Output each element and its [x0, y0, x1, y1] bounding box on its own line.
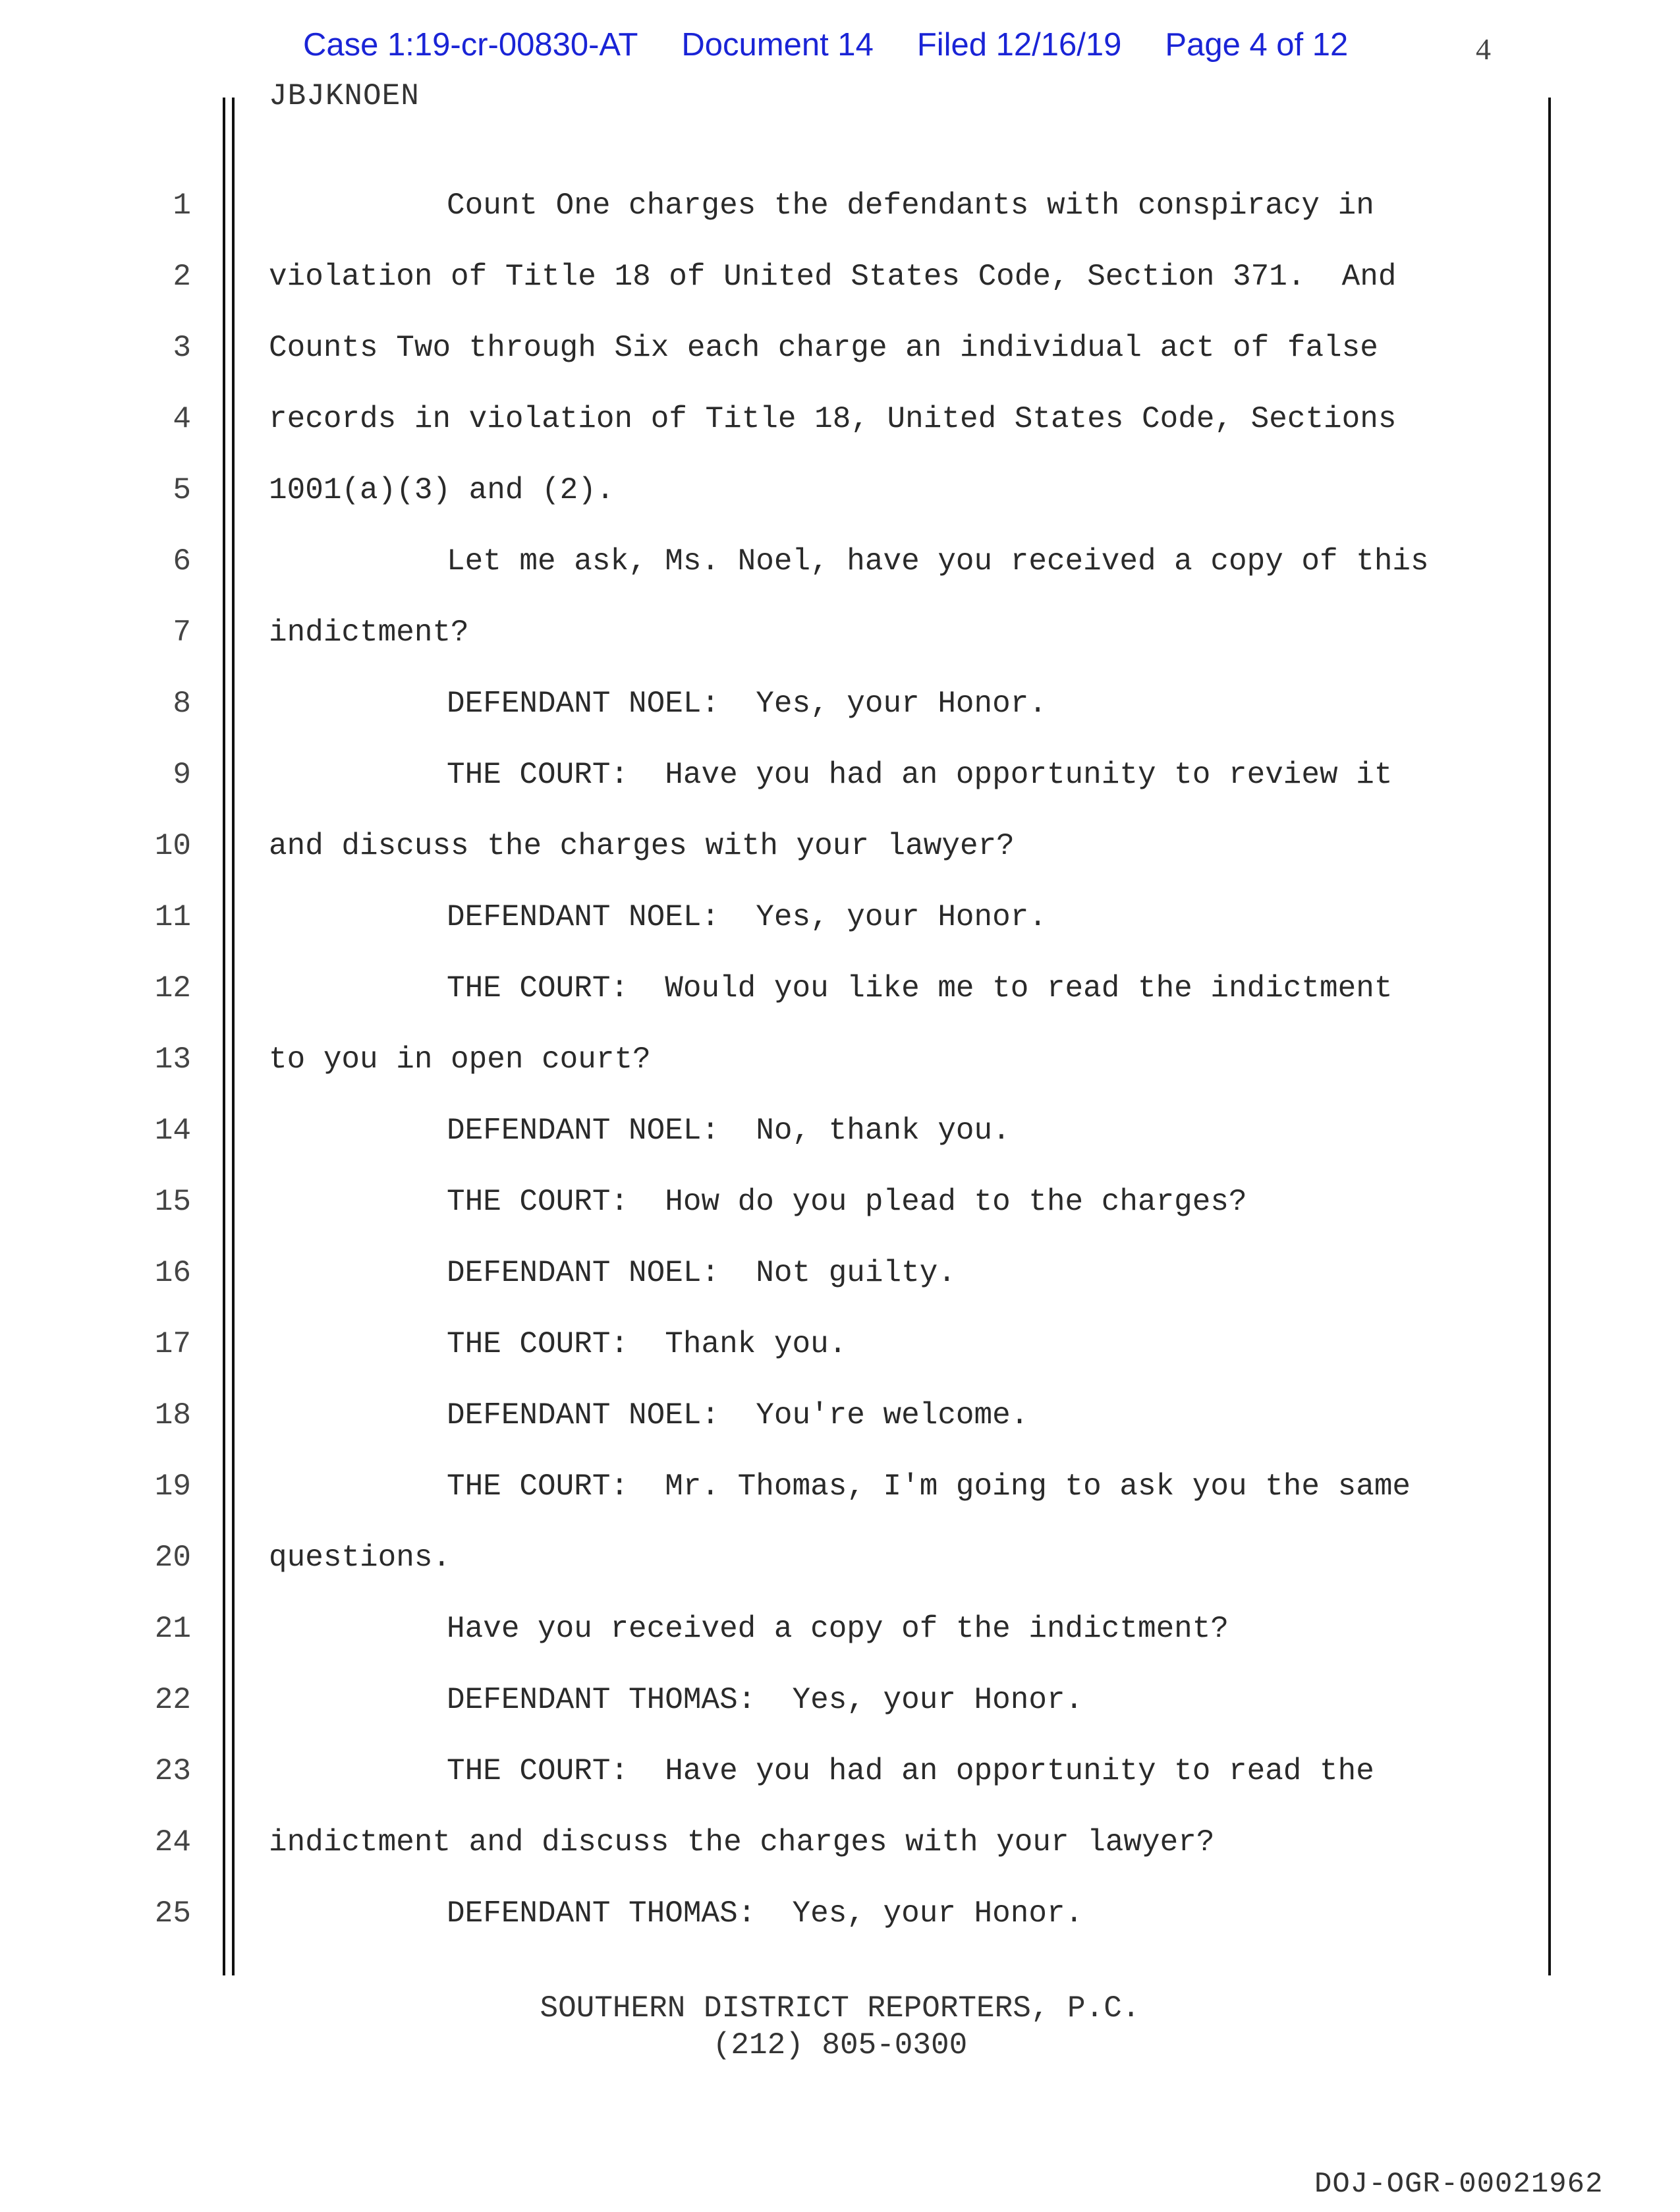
line-number: 2 — [173, 260, 191, 294]
transcript-line — [0, 241, 1680, 312]
line-number: 25 — [154, 1896, 191, 1931]
case-number: Case 1:19-cr-00830-AT — [303, 27, 638, 63]
transcript-line — [0, 1380, 1680, 1451]
line-number: 17 — [154, 1327, 191, 1361]
line-text: THE COURT: Mr. Thomas, I'm going to ask you the same — [447, 1469, 1411, 1504]
transcript-line — [0, 1451, 1680, 1522]
filing-stamp — [303, 26, 1391, 63]
line-number: 14 — [154, 1114, 191, 1148]
transcript-line — [0, 1309, 1680, 1380]
transcript-line — [0, 1166, 1680, 1237]
transcript-line — [0, 312, 1680, 383]
transcript-line — [0, 1095, 1680, 1166]
line-number: 9 — [173, 758, 191, 792]
reporter-phone: (212) 805-0300 — [712, 2028, 968, 2062]
page-header — [0, 26, 1680, 79]
transcript-line — [0, 455, 1680, 526]
transcript-line — [0, 1024, 1680, 1095]
reporter-name: SOUTHERN DISTRICT REPORTERS, P.C. — [540, 1991, 1140, 2026]
line-number: 23 — [154, 1754, 191, 1788]
line-text: DEFENDANT NOEL: Not guilty. — [447, 1256, 956, 1290]
line-number: 15 — [154, 1185, 191, 1219]
transcript-line — [0, 526, 1680, 597]
line-text: THE COURT: Would you like me to read the indictment — [447, 971, 1393, 1006]
line-text: DEFENDANT NOEL: Yes, your Honor. — [447, 687, 1047, 721]
line-text: Count One charges the defendants with conspiracy in — [447, 188, 1374, 223]
line-number: 8 — [173, 687, 191, 721]
line-number: 10 — [154, 829, 191, 863]
line-number: 16 — [154, 1256, 191, 1290]
line-text: questions. — [269, 1541, 451, 1575]
filed-date: Filed 12/16/19 — [916, 27, 1122, 63]
reporter-footer — [0, 1990, 1680, 2064]
line-number: 21 — [154, 1612, 191, 1646]
document-number: Document 14 — [681, 27, 874, 63]
line-number: 19 — [154, 1469, 191, 1504]
line-text: THE COURT: Have you had an opportunity to read the — [447, 1754, 1374, 1788]
line-number: 20 — [154, 1541, 191, 1575]
line-text: Let me ask, Ms. Noel, have you received a copy of this — [447, 544, 1429, 579]
line-number: 12 — [154, 971, 191, 1006]
transcript-line — [0, 668, 1680, 739]
transcript-line — [0, 1237, 1680, 1309]
line-text: and discuss the charges with your lawyer? — [269, 829, 1015, 863]
line-text: THE COURT: Have you had an opportunity to review it — [447, 758, 1393, 792]
line-text: Counts Two through Six each charge an individual act of false — [269, 331, 1378, 365]
line-text: DEFENDANT THOMAS: Yes, your Honor. — [447, 1683, 1084, 1717]
line-number: 1 — [173, 188, 191, 223]
running-head: JBJKNOEN — [269, 79, 420, 113]
line-number: 6 — [173, 544, 191, 579]
transcript-line — [0, 882, 1680, 953]
line-text: DEFENDANT NOEL: No, thank you. — [447, 1114, 1011, 1148]
line-text: to you in open court? — [269, 1042, 651, 1077]
transcript-line — [0, 810, 1680, 882]
line-text: DEFENDANT THOMAS: Yes, your Honor. — [447, 1896, 1084, 1931]
bates-number: DOJ-OGR-00021962 — [1314, 2168, 1604, 2201]
line-text: indictment? — [269, 615, 469, 650]
line-number: 3 — [173, 331, 191, 365]
line-number: 24 — [154, 1825, 191, 1859]
transcript-line — [0, 383, 1680, 455]
line-number: 18 — [154, 1398, 191, 1432]
line-text: 1001(a)(3) and (2). — [269, 473, 615, 507]
page-number: 4 — [1476, 32, 1491, 66]
line-text: violation of Title 18 of United States Code, Section 371. And — [269, 260, 1397, 294]
line-text: Have you received a copy of the indictment? — [447, 1612, 1229, 1646]
line-text: indictment and discuss the charges with your lawyer? — [269, 1825, 1215, 1859]
line-text: DEFENDANT NOEL: Yes, your Honor. — [447, 900, 1047, 934]
line-text: DEFENDANT NOEL: You're welcome. — [447, 1398, 1029, 1432]
line-text: THE COURT: Thank you. — [447, 1327, 847, 1361]
transcript-line — [0, 953, 1680, 1024]
line-number: 5 — [173, 473, 191, 507]
transcript-line — [0, 1807, 1680, 1878]
line-text: records in violation of Title 18, United States Code, Sections — [269, 402, 1397, 436]
line-number: 11 — [154, 900, 191, 934]
transcript-line — [0, 739, 1680, 810]
line-number: 7 — [173, 615, 191, 650]
line-text: THE COURT: How do you plead to the charges? — [447, 1185, 1247, 1219]
transcript-line — [0, 597, 1680, 668]
transcript-line — [0, 170, 1680, 241]
transcript-line — [0, 1664, 1680, 1736]
transcript-line — [0, 1878, 1680, 1949]
line-number: 4 — [173, 402, 191, 436]
transcript-line — [0, 1736, 1680, 1807]
line-number: 22 — [154, 1683, 191, 1717]
line-number: 13 — [154, 1042, 191, 1077]
page-of: Page 4 of 12 — [1165, 27, 1349, 63]
transcript-line — [0, 1593, 1680, 1664]
transcript-line — [0, 1522, 1680, 1593]
transcript-body — [0, 170, 1680, 1949]
